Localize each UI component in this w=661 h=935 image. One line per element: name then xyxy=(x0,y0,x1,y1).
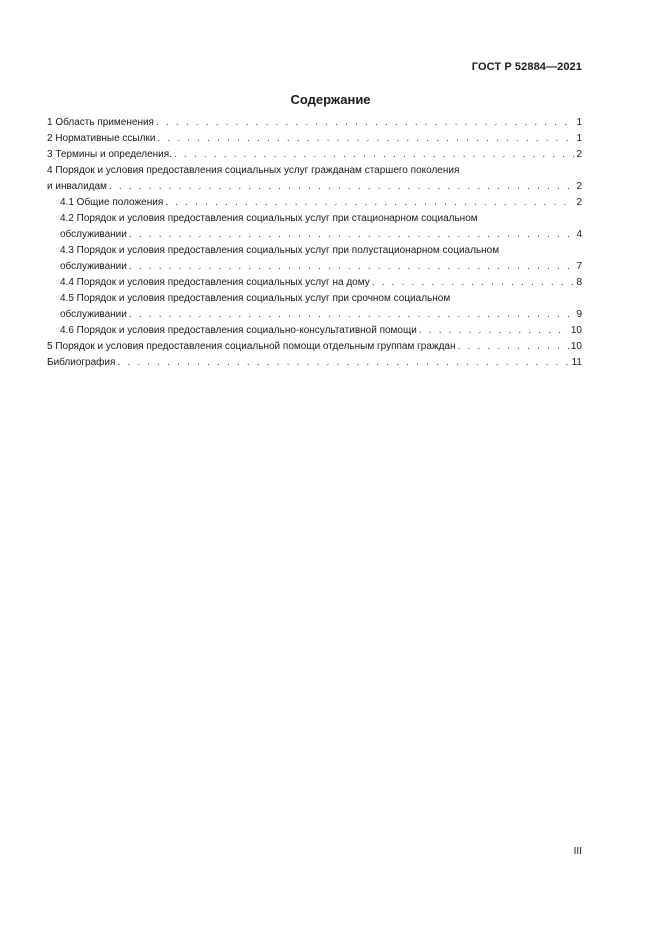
toc-page-number: 11 xyxy=(571,357,582,368)
toc-entry-first-line: 4.2 Порядок и условия предоставления социальных услуг при стационарном социальном xyxy=(60,213,478,224)
toc-leader-dots xyxy=(117,355,569,371)
page-number: III xyxy=(573,846,582,857)
toc-entry-text: 2 Нормативные ссылки xyxy=(47,133,156,144)
toc-entry-text: обслуживании xyxy=(60,229,127,240)
toc-entry-text: 4.1 Общие положения xyxy=(60,197,164,208)
toc-entry-text: 3 Термины и определения. xyxy=(47,149,172,160)
toc-entry-first-line: 4.3 Порядок и условия предоставления социальных услуг при полустационарном социальном xyxy=(60,245,500,256)
toc-entry-5[interactable] xyxy=(47,339,582,355)
toc-leader-dots xyxy=(156,115,574,131)
toc-entry-first-line: 4.5 Порядок и условия предоставления социальных услуг при срочном социальном xyxy=(60,293,451,304)
document-code: ГОСТ Р 52884—2021 xyxy=(471,61,582,73)
toc-page-number: 7 xyxy=(576,261,582,272)
toc-entry-1[interactable] xyxy=(47,115,582,131)
toc-page-number: 4 xyxy=(576,229,582,240)
toc-entry-first-line: 4 Порядок и условия предоставления социальных услуг гражданам старшего поколения xyxy=(47,165,460,176)
toc-entry-4-6[interactable] xyxy=(47,323,582,339)
toc-leader-dots xyxy=(174,147,574,163)
toc-entry-text: 4.6 Порядок и условия предоставления социально-консультативной помощи xyxy=(60,325,417,336)
toc-page-number: 1 xyxy=(576,133,582,144)
toc-entry-4-2[interactable] xyxy=(47,211,582,243)
toc-page-number: 10 xyxy=(570,341,582,352)
toc-entry-text: 4.4 Порядок и условия предоставления социальных услуг на дому xyxy=(60,277,370,288)
toc-page-number: 2 xyxy=(576,181,582,192)
toc-entry-4-4[interactable] xyxy=(47,275,582,291)
toc-entry-text: Библиография xyxy=(47,357,116,368)
toc-page-number: 10 xyxy=(570,325,582,336)
toc-leader-dots xyxy=(458,339,569,355)
toc-page-number: 2 xyxy=(576,197,582,208)
toc-entry-bibliography[interactable] xyxy=(47,355,582,371)
toc-leader-dots xyxy=(129,259,575,275)
toc-entry-text: обслуживании xyxy=(60,309,127,320)
toc-page-number: 2 xyxy=(576,149,582,160)
toc-entry-text: 1 Область применения xyxy=(47,117,154,128)
toc-leader-dots xyxy=(129,307,575,323)
toc-entry-text: и инвалидам xyxy=(47,181,107,192)
toc-page-number: 1 xyxy=(576,117,582,128)
toc-entry-4-5[interactable] xyxy=(47,291,582,323)
toc-leader-dots xyxy=(419,323,569,339)
toc-leader-dots xyxy=(165,195,574,211)
toc-leader-dots xyxy=(372,275,575,291)
page-title: Содержание xyxy=(290,92,371,107)
toc-leader-dots xyxy=(157,131,574,147)
toc-entry-4-3[interactable] xyxy=(47,243,582,275)
toc-entry-text: обслуживании xyxy=(60,261,127,272)
toc-entry-4[interactable] xyxy=(47,163,582,195)
toc-entry-2[interactable] xyxy=(47,131,582,147)
toc-entry-text: 5 Порядок и условия предоставления социальной помощи отдельным группам граждан xyxy=(47,341,456,352)
toc-entry-3[interactable] xyxy=(47,147,582,163)
toc-leader-dots xyxy=(109,179,575,195)
toc-page-number: 8 xyxy=(576,277,582,288)
toc-page-number: 9 xyxy=(576,309,582,320)
toc-entry-4-1[interactable] xyxy=(47,195,582,211)
toc-leader-dots xyxy=(129,227,575,243)
table-of-contents xyxy=(47,115,582,371)
